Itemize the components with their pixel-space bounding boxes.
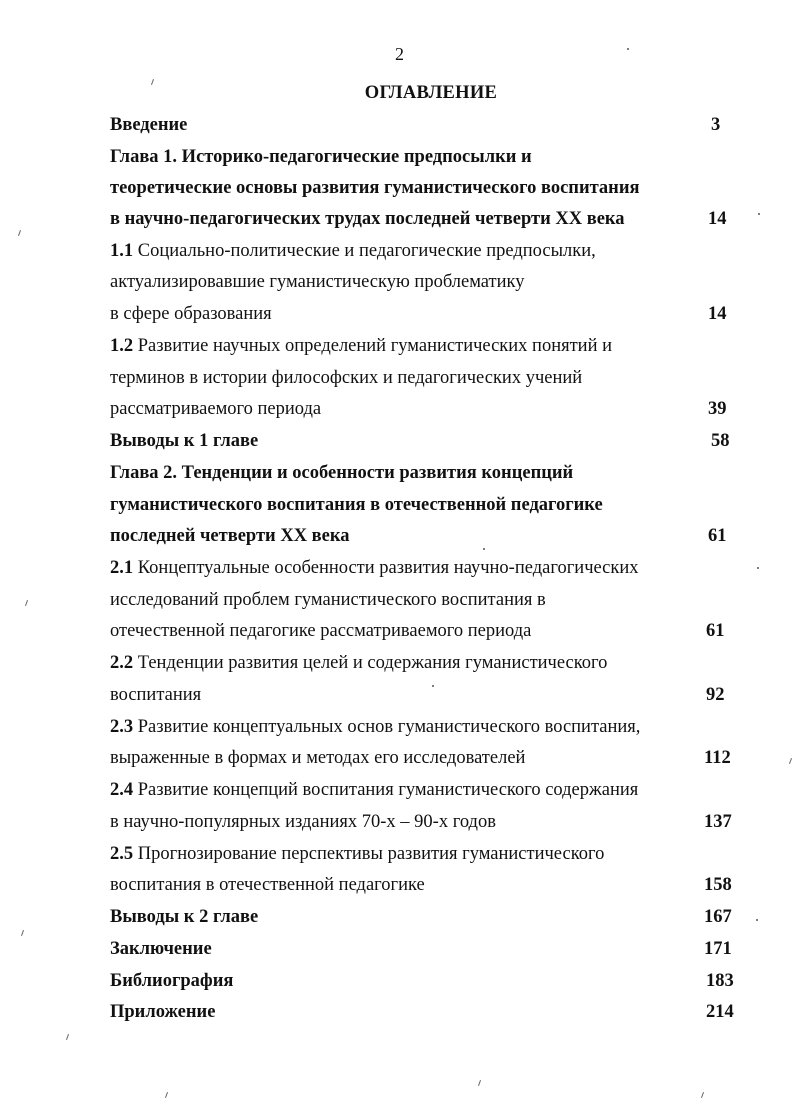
toc-section-1-2-line2: терминов в истории философских и педагогических учений — [110, 368, 583, 388]
scan-speck — [789, 758, 792, 764]
toc-chapter2-line1: Глава 2. Тенденции и особенности развития концепций — [110, 463, 574, 483]
toc-section-1-1-line3: в сфере образования — [110, 304, 272, 324]
section-number: 2.3 — [110, 717, 134, 737]
scan-speck — [18, 230, 21, 236]
toc-entry-conclusions-2: Выводы к 2 главе — [110, 907, 259, 927]
toc-page-section-2-3: 112 — [704, 748, 731, 768]
section-title: Развитие концепций воспитания гуманистического содержания — [133, 780, 639, 800]
toc-entry-appendix: Приложение — [110, 1002, 216, 1022]
toc-section-2-2-line2: воспитания — [110, 685, 202, 705]
toc-section-2-3-line2: выраженные в формах и методах его исследователей — [110, 748, 526, 768]
scan-speck — [627, 48, 629, 50]
toc-page-conclusions-1: 58 — [711, 431, 730, 451]
toc-section-2-4-line1 — [110, 779, 638, 801]
section-title: Развитие научных определений гуманистических понятий и — [133, 336, 613, 356]
scan-speck — [66, 1034, 69, 1040]
scan-speck — [758, 213, 760, 215]
toc-page-chapter1: 14 — [708, 209, 727, 229]
page-number: 2 — [395, 44, 404, 64]
toc-section-1-1-line1 — [110, 240, 596, 262]
toc-section-2-3-line1 — [110, 716, 640, 738]
scan-speck — [478, 1080, 481, 1086]
toc-page-chapter2: 61 — [708, 526, 727, 546]
section-number: 1.2 — [110, 336, 134, 356]
toc-section-1-2-line3: рассматриваемого периода — [110, 399, 322, 419]
toc-section-2-5-line1 — [110, 843, 604, 865]
toc-chapter1-line3: в научно-педагогических трудах последней четверти XX века — [110, 209, 625, 229]
toc-page-conclusion: 171 — [704, 939, 732, 959]
section-number: 2.4 — [110, 780, 134, 800]
toc-chapter1-line2: теоретические основы развития гуманистического воспитания — [110, 178, 640, 198]
toc-entry-bibliography: Библиография — [110, 971, 234, 991]
toc-page-bibliography: 183 — [706, 971, 734, 991]
toc-page-section-2-4: 137 — [704, 812, 732, 832]
scan-speck — [756, 919, 758, 921]
section-number: 2.1 — [110, 558, 134, 578]
toc-section-1-2-line1 — [110, 335, 612, 357]
toc-page-section-1-2: 39 — [708, 399, 727, 419]
toc-section-1-1-line2: актуализировавшие гуманистическую проблематику — [110, 272, 525, 292]
toc-section-2-1-line1 — [110, 557, 639, 579]
section-title: Развитие концептуальных основ гуманистического воспитания, — [133, 717, 641, 737]
toc-page-section-2-5: 158 — [704, 875, 732, 895]
section-number: 1.1 — [110, 241, 134, 261]
scan-speck — [165, 1092, 168, 1098]
section-number: 2.5 — [110, 844, 134, 864]
section-title: Прогнозирование перспективы развития гуманистического — [133, 844, 605, 864]
toc-page-section-2-2: 92 — [706, 685, 725, 705]
scan-speck — [483, 548, 485, 550]
toc-section-2-2-line1 — [110, 652, 607, 674]
toc-page-section-1-1: 14 — [708, 304, 727, 324]
scan-speck — [432, 685, 434, 687]
toc-chapter1-line1: Глава 1. Историко-педагогические предпосылки и — [110, 147, 532, 167]
toc-section-2-1-line3: отечественной педагогике рассматриваемого периода — [110, 621, 532, 641]
toc-page-intro: 3 — [711, 115, 721, 135]
toc-entry-conclusions-1: Выводы к 1 главе — [110, 431, 259, 451]
toc-heading: ОГЛАВЛЕНИЕ — [364, 83, 498, 103]
toc-entry-intro: Введение — [110, 115, 188, 135]
scan-speck — [701, 1092, 704, 1098]
toc-page-section-2-1: 61 — [706, 621, 725, 641]
toc-section-2-1-line2: исследований проблем гуманистического воспитания в — [110, 590, 546, 610]
section-title: Концептуальные особенности развития научно-педагогических — [133, 558, 639, 578]
toc-section-2-4-line2: в научно-популярных изданиях 70-х – 90-х годов — [110, 812, 496, 832]
scan-speck — [757, 567, 759, 569]
toc-page-appendix: 214 — [706, 1002, 734, 1022]
toc-chapter2-line2: гуманистического воспитания в отечественной педагогике — [110, 495, 603, 515]
toc-entry-conclusion: Заключение — [110, 939, 212, 959]
scan-speck — [25, 600, 28, 606]
section-title: Социально-политические и педагогические предпосылки, — [133, 241, 596, 261]
section-title: Тенденции развития целей и содержания гуманистического — [133, 653, 608, 673]
toc-section-2-5-line2: воспитания в отечественной педагогике — [110, 875, 425, 895]
section-number: 2.2 — [110, 653, 134, 673]
toc-chapter2-line3: последней четверти XX века — [110, 526, 350, 546]
toc-page-conclusions-2: 167 — [704, 907, 732, 927]
scan-speck — [21, 930, 24, 936]
